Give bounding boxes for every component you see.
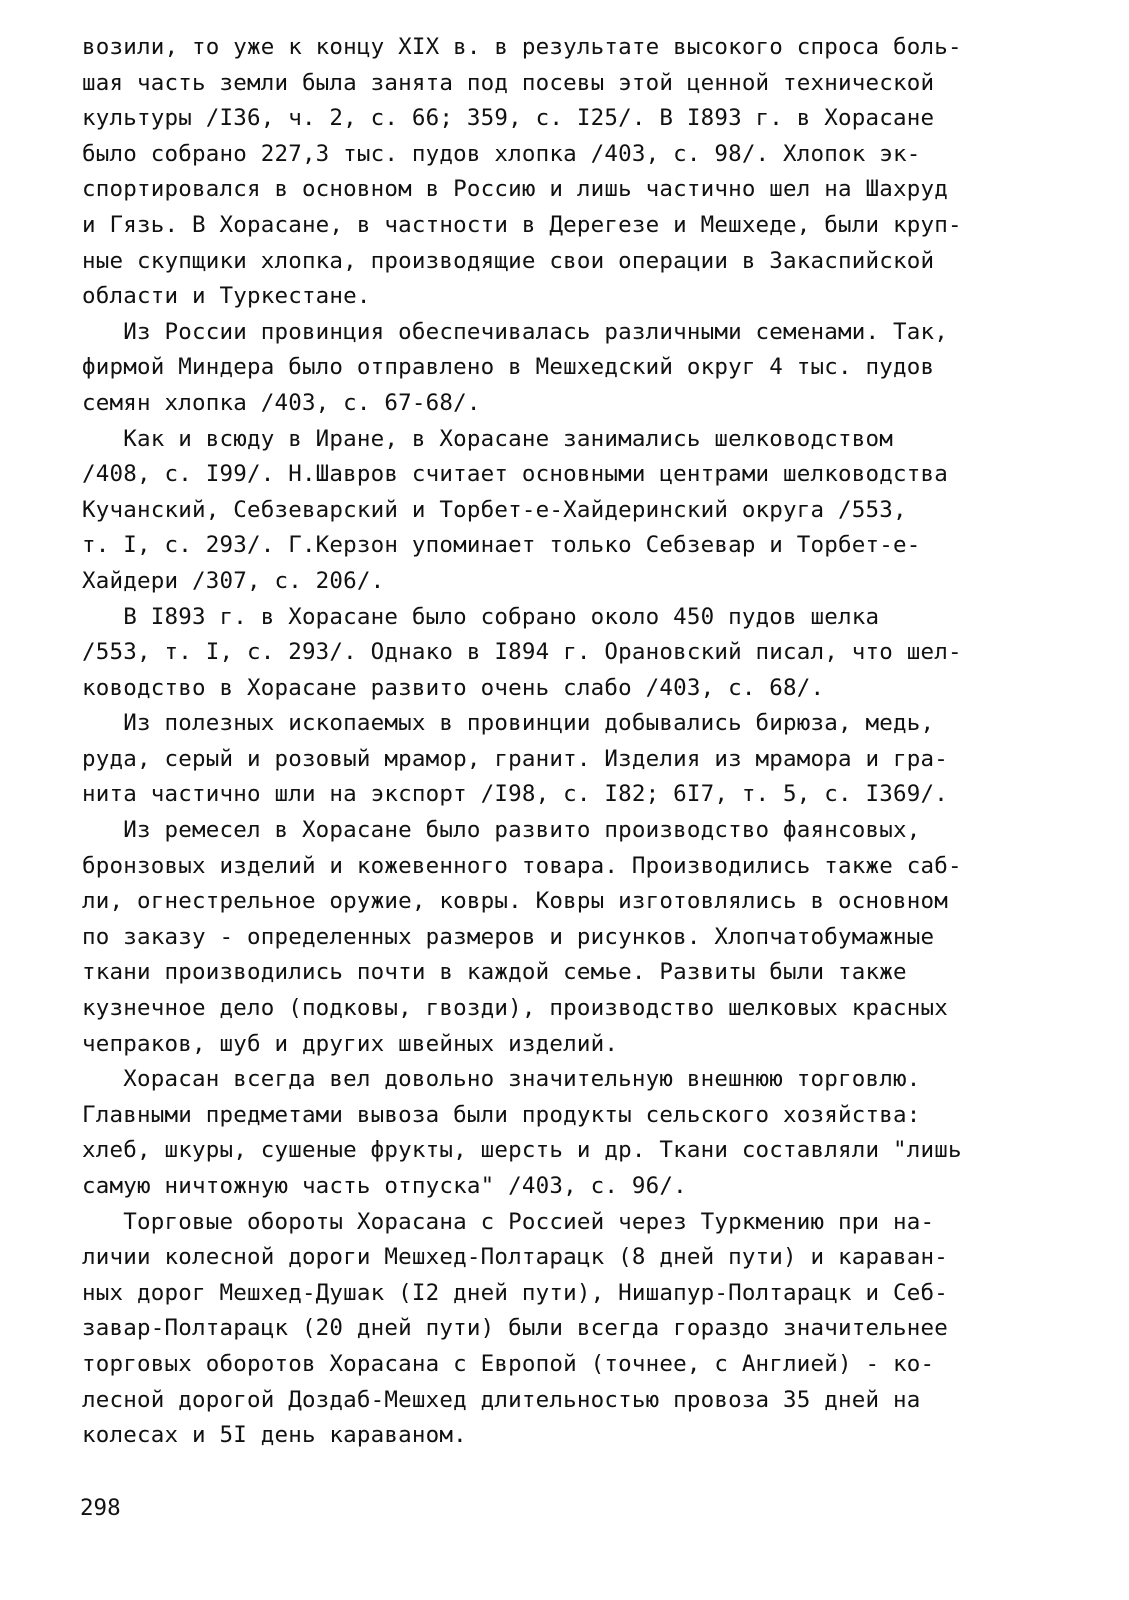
paragraph-5: Из полезных ископаемых в провинции добывались бирюза, медь, руда, серый и розовый мрамор, гранит. Изделия из мрамора и гра- нита частично шли на экспорт /I98, с. I82; 6I7, т. 5, с. I369/. bbox=[82, 710, 949, 808]
paragraph-1: возили, то уже к концу XIX в. в результате высокого спроса боль- шая часть земли была занята под посевы этой ценной технической культуры /I36, ч. 2, с. 66; 359, с. I25/. В I893 г. в Хорасане было собрано 227,3 тыс. пудов хлопка /403, с. 98/. Хлопок эк- спортировался в основном в Россию и лишь частично шел на Шахруд и Гязь. В Хорасане, в частности в Дерегезе и Мешхеде, были круп- ные скупщики хлопка, производящие свои операции в Закаспийской области и Туркестане. bbox=[82, 34, 962, 310]
paragraph-3: Как и всюду в Иране, в Хорасане занимались шелководством /408, с. I99/. Н.Шавров считает основными центрами шелководства Кучанский, Себзеварский и Торбет-е-Хайдеринский округа /553, т. I, с. 293/. Г.Керзон упоминает только Себзевар и Торбет-е- Хайдери /307, с. 206/. bbox=[82, 425, 949, 594]
page-number: 298 bbox=[80, 1495, 121, 1521]
paragraph-2: Из России провинция обеспечивалась различными семенами. Так, фирмой Миндера было отправлено в Мешхедский округ 4 тыс. пудов семян хлопка /403, с. 67-68/. bbox=[82, 318, 949, 416]
paragraph-8: Торговые обороты Хорасана с Россией через Туркмению при на- личии колесной дороги Мешхед-Полтарацк (8 дней пути) и караван- ных дорог Мешхед-Душак (I2 дней пути), Нишапур-Полтарацк и Себ- завар-Полтарацк (20 дней пути) были всегда гораздо значительнее торговых оборотов Хорасана с Европой (точнее, с Англией) - ко- лесной дорогой Доздаб-Мешхед длительностью провоза 35 дней на колесах и 5I день караваном. bbox=[82, 1208, 949, 1449]
paragraph-4: В I893 г. в Хорасане было собрано около 450 пудов шелка /553, т. I, с. 293/. Однако в I894 г. Орановский писал, что шел- ководство в Хорасане развито очень слабо /403, с. 68/. bbox=[82, 603, 962, 701]
body-text bbox=[82, 30, 1082, 1454]
paragraph-6: Из ремесел в Хорасане было развито производство фаянсовых, бронзовых изделий и кожевенного товара. Производились также саб- ли, огнестрельное оружие, ковры. Ковры изготовлялись в основном по заказу - определенных размеров и рисунков. Хлопчатобумажные ткани производились почти в каждой семье. Развиты были также кузнечное дело (подковы, гвозди), производство шелковых красных чепраков, шуб и других швейных изделий. bbox=[82, 817, 962, 1057]
paragraph-7: Хорасан всегда вел довольно значительную внешнюю торговлю. Главными предметами вывоза были продукты сельского хозяйства: хлеб, шкуры, сушеные фрукты, шерсть и др. Ткани составляли "лишь самую ничтожную часть отпуска" /403, с. 96/. bbox=[82, 1066, 962, 1199]
